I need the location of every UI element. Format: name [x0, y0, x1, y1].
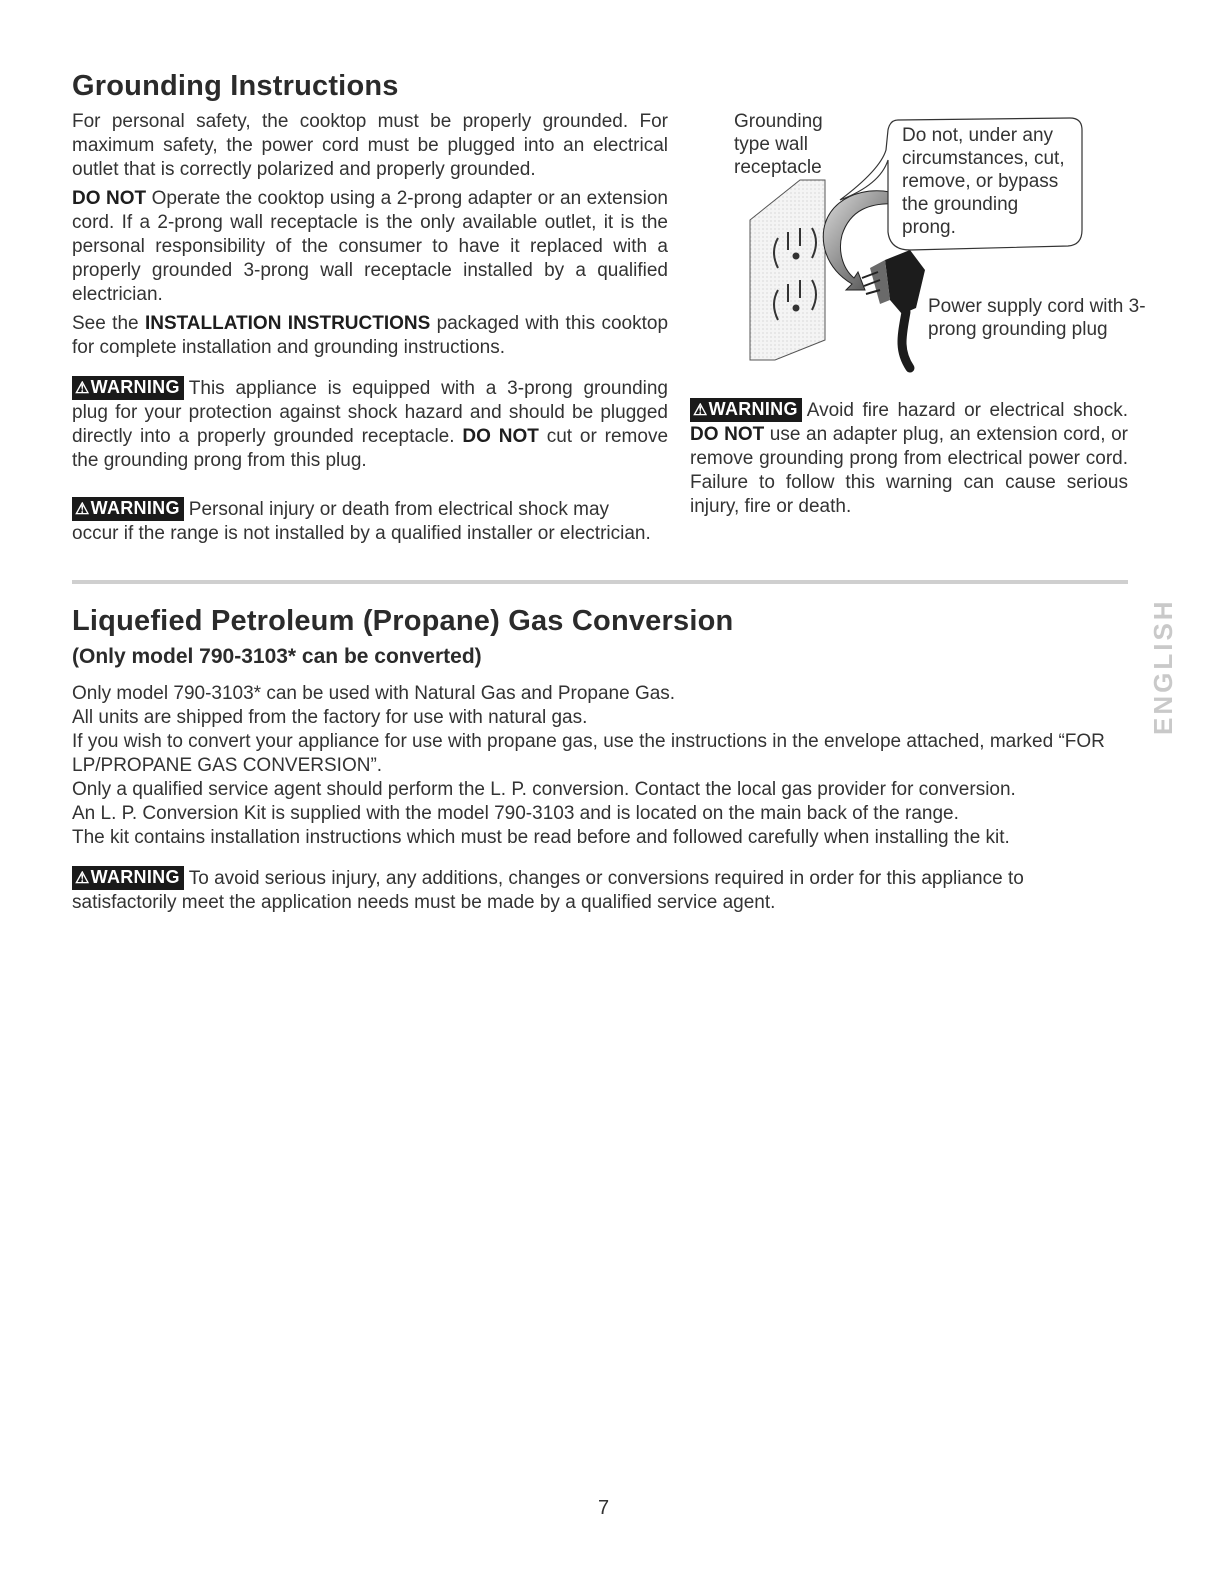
installation-instructions-emphasis: INSTALLATION INSTRUCTIONS — [144, 313, 431, 334]
see-the-text: See the — [72, 313, 145, 334]
section-subtitle-lp: (Only model 790-3103* can be converted) — [72, 645, 482, 668]
plug — [862, 250, 925, 368]
section-title-lp-conversion: Liquefied Petroleum (Propane) Gas Conversion — [72, 605, 734, 637]
lp-line: Only a qualified service agent should perform the L. P. conversion. Contact the local gas provider for conversion. — [72, 779, 1016, 800]
warning-badge-label: WARNING — [90, 498, 180, 518]
warning-triangle-icon: ⚠ — [75, 501, 90, 518]
warning-1-text-b: cut or remove the grounding prong from this plug. — [72, 426, 669, 471]
warning-badge-label: WARNING — [90, 377, 180, 397]
lp-line: The kit contains installation instructions which must be read before and followed carefully when installing the kit. — [72, 827, 1010, 848]
lp-line: Only model 790-3103* can be used with Natural Gas and Propane Gas. — [72, 683, 676, 704]
warning-triangle-icon: ⚠ — [693, 402, 708, 419]
do-not-emphasis: DO NOT — [72, 188, 147, 209]
grounding-paragraph-2-text: Operate the cooktop using a 2-prong adapter or an extension cord. If a 2-prong wall receptacle is the only available outlet, it is the personal responsibility of the consumer to have it replaced with a properly grounded 3-prong wall receptacle installed by a qualified electrician. — [72, 188, 668, 305]
warning-badge — [690, 398, 802, 422]
grounding-paragraph-2 — [72, 187, 668, 307]
warning-1-text-a: This appliance is equipped with a 3-prong grounding plug for your protection against shock hazard and should be plugged directly into a properly grounded receptacle. — [72, 378, 668, 447]
lp-line: An L. P. Conversion Kit is supplied with the model 790-3103 and is located on the main back of the range. — [72, 803, 959, 824]
warning-triangle-icon: ⚠ — [75, 870, 90, 887]
warning-2-text: Personal injury or death from electrical shock may occur if the range is not installed by a qualified installer or electrician. — [72, 499, 651, 544]
language-side-tab: ENGLISH — [1148, 598, 1178, 735]
cord-label: Power supply cord with 3-prong grounding plug — [928, 296, 1146, 340]
bubble-text: Do not, under any circumstances, cut, remove, or bypass the grounding prong. — [902, 125, 1065, 238]
warning-block-2 — [72, 497, 657, 546]
grounding-paragraph-3-text: packaged with this cooktop for complete installation and grounding instructions. — [72, 313, 669, 358]
lp-line: If you wish to convert your appliance for use with propane gas, use the instructions in the envelope attached, marked “FOR LP/PROPANE GAS CONVERSION”. — [72, 731, 1105, 776]
lp-paragraphs — [72, 682, 1132, 915]
grounding-left-column — [72, 110, 668, 546]
section-title-grounding: Grounding Instructions — [72, 70, 399, 102]
section-divider — [72, 580, 1128, 584]
grounding-figure — [730, 100, 1150, 390]
right-warning-block — [690, 398, 1128, 519]
warning-triangle-icon: ⚠ — [75, 380, 90, 397]
warning-badge-label: WARNING — [708, 399, 798, 419]
right-warning-text-a: Avoid fire hazard or electrical shock. — [806, 400, 1128, 421]
grounding-paragraph-1: For personal safety, the cooktop must be properly grounded. For maximum safety, the power cord must be plugged into an electrical outlet that is correctly polarized and properly grounded. — [72, 111, 668, 180]
receptacle-label: Grounding type wall receptacle — [734, 111, 823, 178]
lp-warning-text: To avoid serious injury, any additions, changes or conversions required in order for this appliance to satisfactorily meet the application needs must be made by a qualified service agent. — [72, 868, 1024, 913]
warning-badge — [72, 376, 184, 400]
warning-badge — [72, 866, 184, 890]
grounding-paragraph-3 — [72, 312, 668, 360]
lp-line: All units are shipped from the factory for use with natural gas. — [72, 707, 588, 728]
page-number: 7 — [598, 1497, 610, 1519]
right-warning-do-not: DO NOT — [690, 424, 765, 445]
warning-1-do-not: DO NOT — [462, 426, 539, 447]
warning-badge-label: WARNING — [90, 867, 180, 887]
right-warning-text — [690, 398, 1128, 519]
lp-warning — [72, 866, 1097, 915]
warning-badge — [72, 497, 184, 521]
right-warning-text-b: use an adapter plug, an extension cord, or remove grounding prong from electrical power cord. Failure to follow this warning can cause serious injury, fire or death. — [690, 424, 1128, 517]
warning-block-1 — [72, 376, 668, 473]
